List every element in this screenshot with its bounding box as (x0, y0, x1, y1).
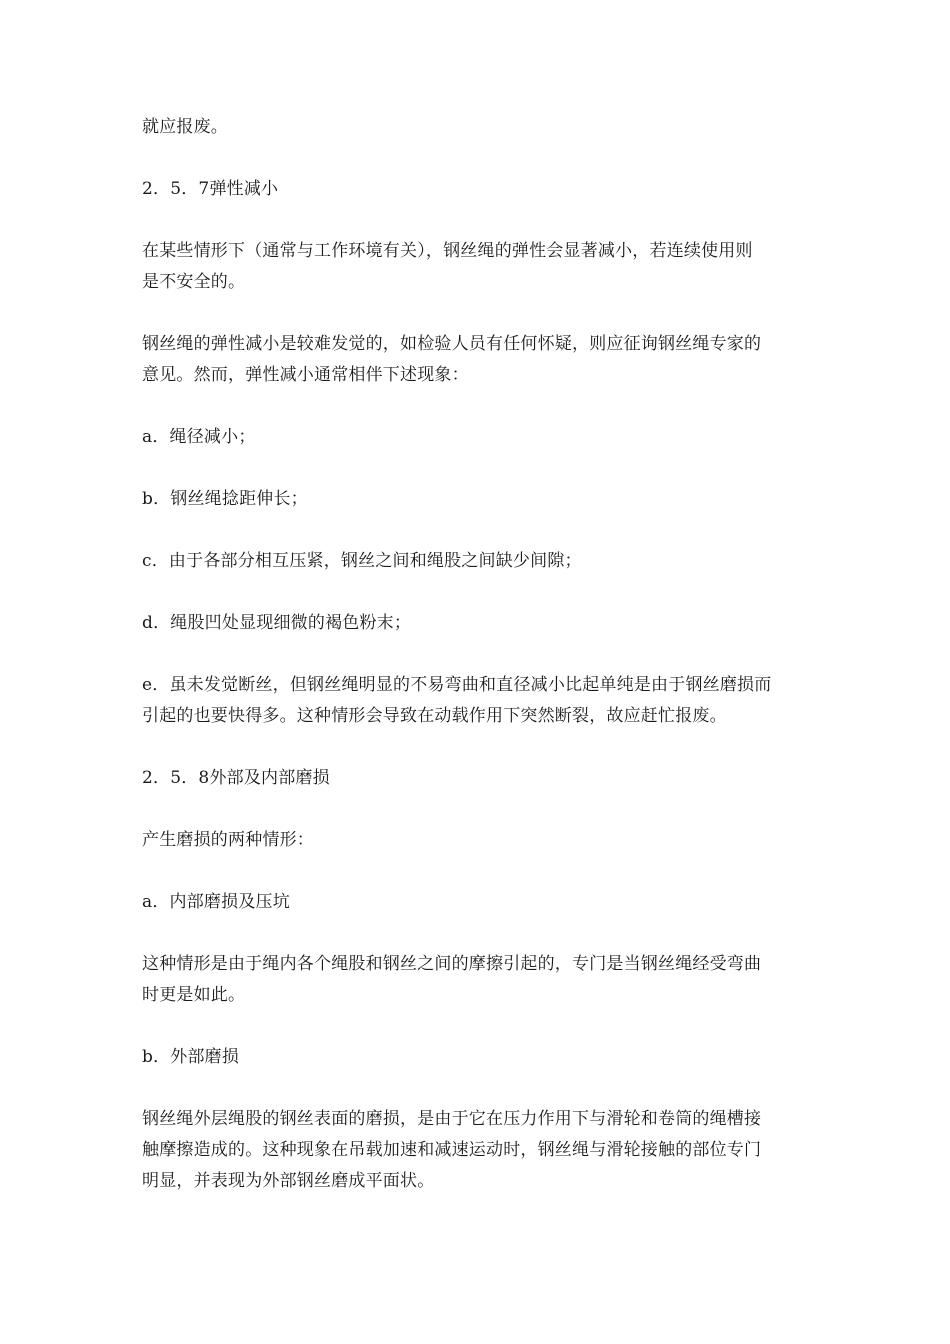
line: d．绳股凹处显现细微的褐色粉末； (142, 613, 412, 633)
line: 2．5．8外部及内部磨损 (142, 768, 330, 788)
paragraph-elasticity-intro (142, 236, 842, 298)
line: 钢丝绳外层绳股的钢丝表面的磨损，是由于它在压力作用下与滑轮和卷筒的绳槽接 (142, 1109, 762, 1129)
line: 这种情形是由于绳内各个绳股和钢丝之间的摩擦引起的，专门是当钢丝绳经受弯曲 (142, 954, 762, 974)
line: 是不安全的。 (142, 272, 246, 292)
list-item-c (142, 546, 842, 577)
line: 时更是如此。 (142, 985, 246, 1005)
paragraph-wear-types (142, 825, 842, 856)
line: 产生磨损的两种情形： (142, 830, 314, 850)
list-item-a (142, 422, 842, 453)
line: 在某些情形下（通常与工作环境有关），钢丝绳的弹性会显著减小，若连续使用则 (142, 241, 753, 261)
line: 2．5．7弹性减小 (142, 179, 279, 199)
paragraph-scrap-end (142, 112, 842, 143)
line: 触摩擦造成的。这种现象在吊载加速和减速运动时，钢丝绳与滑轮接触的部位专门 (142, 1140, 762, 1160)
section-heading-2-5-8 (142, 763, 842, 794)
list-item-d (142, 608, 842, 639)
paragraph-elasticity-detection (142, 329, 842, 391)
list-item-internal-wear (142, 887, 842, 918)
line: b．外部磨损 (142, 1047, 240, 1067)
line: 引起的也要快得多。这种情形会导致在动载作用下突然断裂，故应赶忙报废。 (142, 706, 727, 726)
document-page (142, 112, 842, 1197)
line: 钢丝绳的弹性减小是较难发觉的，如检验人员有任何怀疑，则应征询钢丝绳专家的 (142, 334, 762, 354)
line: e．虽未发觉断丝，但钢丝绳明显的不易弯曲和直径减小比起单纯是由于钢丝磨损而 (142, 675, 772, 695)
line: 明显，并表现为外部钢丝磨成平面状。 (142, 1171, 435, 1191)
line: 就应报废。 (142, 117, 228, 137)
line: a．内部磨损及压坑 (142, 892, 290, 912)
list-item-b (142, 484, 842, 515)
line: 意见。然而，弹性减小通常相伴下述现象： (142, 365, 469, 385)
section-heading-2-5-7 (142, 174, 842, 205)
line: c．由于各部分相互压紧，钢丝之间和绳股之间缺少间隙； (142, 551, 582, 571)
list-item-e (142, 670, 842, 732)
paragraph-external-wear (142, 1104, 842, 1197)
line: b．钢丝绳捻距伸长； (142, 489, 308, 509)
list-item-external-wear (142, 1042, 842, 1073)
paragraph-internal-wear (142, 949, 842, 1011)
line: a．绳径减小； (142, 427, 256, 447)
